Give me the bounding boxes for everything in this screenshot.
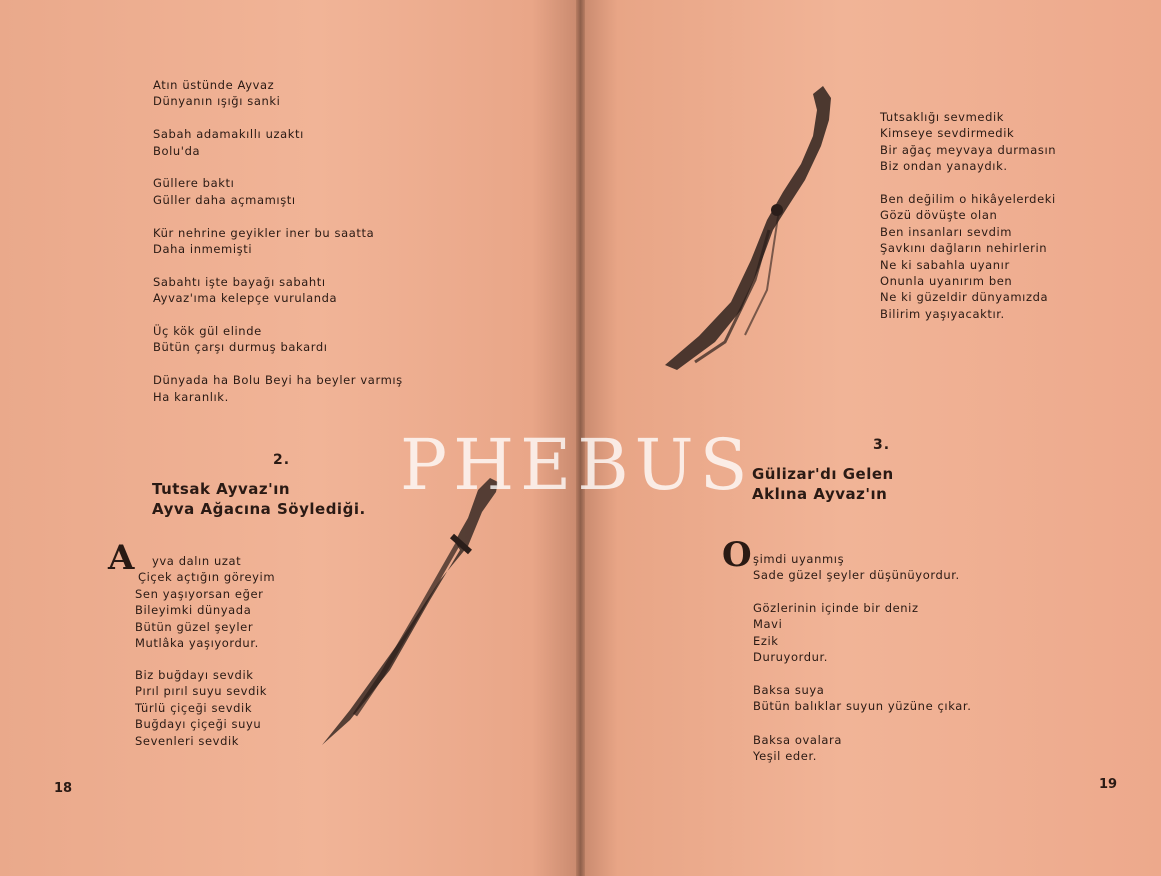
poem-line: Bileyimki dünyada (135, 603, 252, 618)
left-poem-stanza-2 (135, 667, 267, 749)
section-number-2: 2. (273, 452, 291, 468)
phebus-watermark: PHEBUS (400, 424, 754, 506)
poem-line: Buğdayı çiçeği suyu (135, 717, 262, 732)
poem-line: Dünyanın ışığı sanki (153, 94, 281, 109)
poem-stanza (153, 77, 280, 110)
section-title-3 (752, 464, 894, 504)
poem-line: Bütün çarşı durmuş bakardı (153, 340, 328, 355)
poem-stanza (153, 274, 337, 307)
poem-line: Bilirim yaşıyacaktır. (880, 306, 1005, 321)
drop-cap-o: O (722, 535, 752, 575)
section-number-3: 3. (873, 437, 891, 453)
poem-line: Gözü dövüşte olan (880, 208, 998, 223)
poem-line: şimdi uyanmış (753, 552, 845, 566)
dagger-sketch-icon (310, 470, 510, 750)
page-number-right: 19 (1099, 777, 1118, 792)
poem-line: Onunla uyanırım ben (880, 274, 1013, 289)
right-poem-stanza-3 (753, 682, 971, 715)
right-poem-stanza-2 (753, 600, 919, 666)
poem-line: Türlü çiçeği sevdik (135, 700, 253, 715)
poem-line: Biz buğdayı sevdik (135, 668, 254, 682)
poem-line: Sabahtı işte bayağı sabahtı (153, 274, 326, 289)
poem-line: Dünyada ha Bolu Beyi ha beyler varmış (153, 373, 403, 388)
poem-line: Sabah adamakıllı uzaktı (153, 127, 304, 142)
poem-stanza (880, 109, 1056, 175)
poem-line: Sevenleri sevdik (135, 733, 240, 748)
poem-line: Ha karanlık. (153, 389, 229, 404)
poem-line: Sen yaşıyorsan eğer (135, 586, 264, 601)
poem-line: Tutsaklığı sevmedik (880, 110, 1005, 124)
poem-line: Ayvaz'ıma kelepçe vurulanda (153, 291, 338, 306)
poem-line: Duruyordur. (753, 650, 829, 665)
poem-line: Güller daha açmamıştı (153, 192, 296, 207)
section-title-2-line-2: Ayva Ağacına Söylediği. (152, 500, 366, 518)
branch-sketch-icon (655, 80, 845, 380)
section-title-3-line-1: Gülizar'dı Gelen (752, 465, 894, 483)
page-number-left: 18 (54, 781, 73, 796)
poem-line: Sade güzel şeyler düşünüyordur. (753, 568, 960, 583)
poem-stanza (153, 372, 403, 405)
drop-cap-a: A (108, 538, 135, 578)
left-poem-stanza-1 (135, 553, 275, 651)
section-title-3-line-2: Aklına Ayvaz'ın (752, 485, 888, 503)
poem-line: Güllere baktı (153, 176, 235, 191)
right-poem-stanza-4 (753, 732, 842, 765)
poem-line: Bütün balıklar suyun yüzüne çıkar. (753, 699, 972, 714)
poem-stanza (153, 126, 304, 159)
poem-line: Bütün güzel şeyler (135, 619, 254, 634)
poem-line: Gözlerinin içinde bir deniz (753, 601, 919, 615)
poem-stanza (880, 191, 1056, 322)
poem-line: Baksa ovalara (753, 733, 842, 747)
poem-line: Biz ondan yanaydık. (880, 159, 1008, 174)
poem-line: Mavi (753, 617, 783, 632)
poem-line: Üç kök gül elinde (153, 324, 262, 338)
poem-line: Şavkını dağların nehirlerin (880, 241, 1048, 256)
poem-line: Ne ki güzeldir dünyamızda (880, 290, 1049, 305)
poem-line: Bir ağaç meyvaya durmasın (880, 142, 1057, 157)
poem-line: Daha inmemişti (153, 242, 253, 256)
poem-line: Bolu'da (153, 143, 201, 158)
right-poem-stanza-1 (753, 551, 960, 584)
poem-line: Ezik (753, 633, 779, 648)
poem-stanza (153, 225, 374, 258)
poem-line: Ben insanları sevdim (880, 224, 1013, 239)
poem-line: Kür nehrine geyikler iner bu saatta (153, 225, 375, 240)
poem-stanza (153, 175, 296, 208)
poem-line: Kimseye sevdirmedik (880, 126, 1015, 141)
poem-line: Mutlâka yaşıyordur. (135, 636, 259, 651)
poem-line: Çiçek açtığın göreyim (138, 570, 276, 585)
section-title-2-line-1: Tutsak Ayvaz'ın (152, 480, 291, 498)
poem-stanza (153, 323, 328, 356)
poem-line: Ben değilim o hikâyelerdeki (880, 192, 1056, 206)
poem-line: Atın üstünde Ayvaz (153, 78, 275, 92)
poem-line: Pırıl pırıl suyu sevdik (135, 684, 268, 699)
poem-line: Ne ki sabahla uyanır (880, 257, 1010, 272)
poem-line: yva dalın uzat (152, 554, 242, 568)
poem-line: Baksa suya (753, 683, 825, 697)
poem-line: Yeşil eder. (753, 749, 817, 764)
